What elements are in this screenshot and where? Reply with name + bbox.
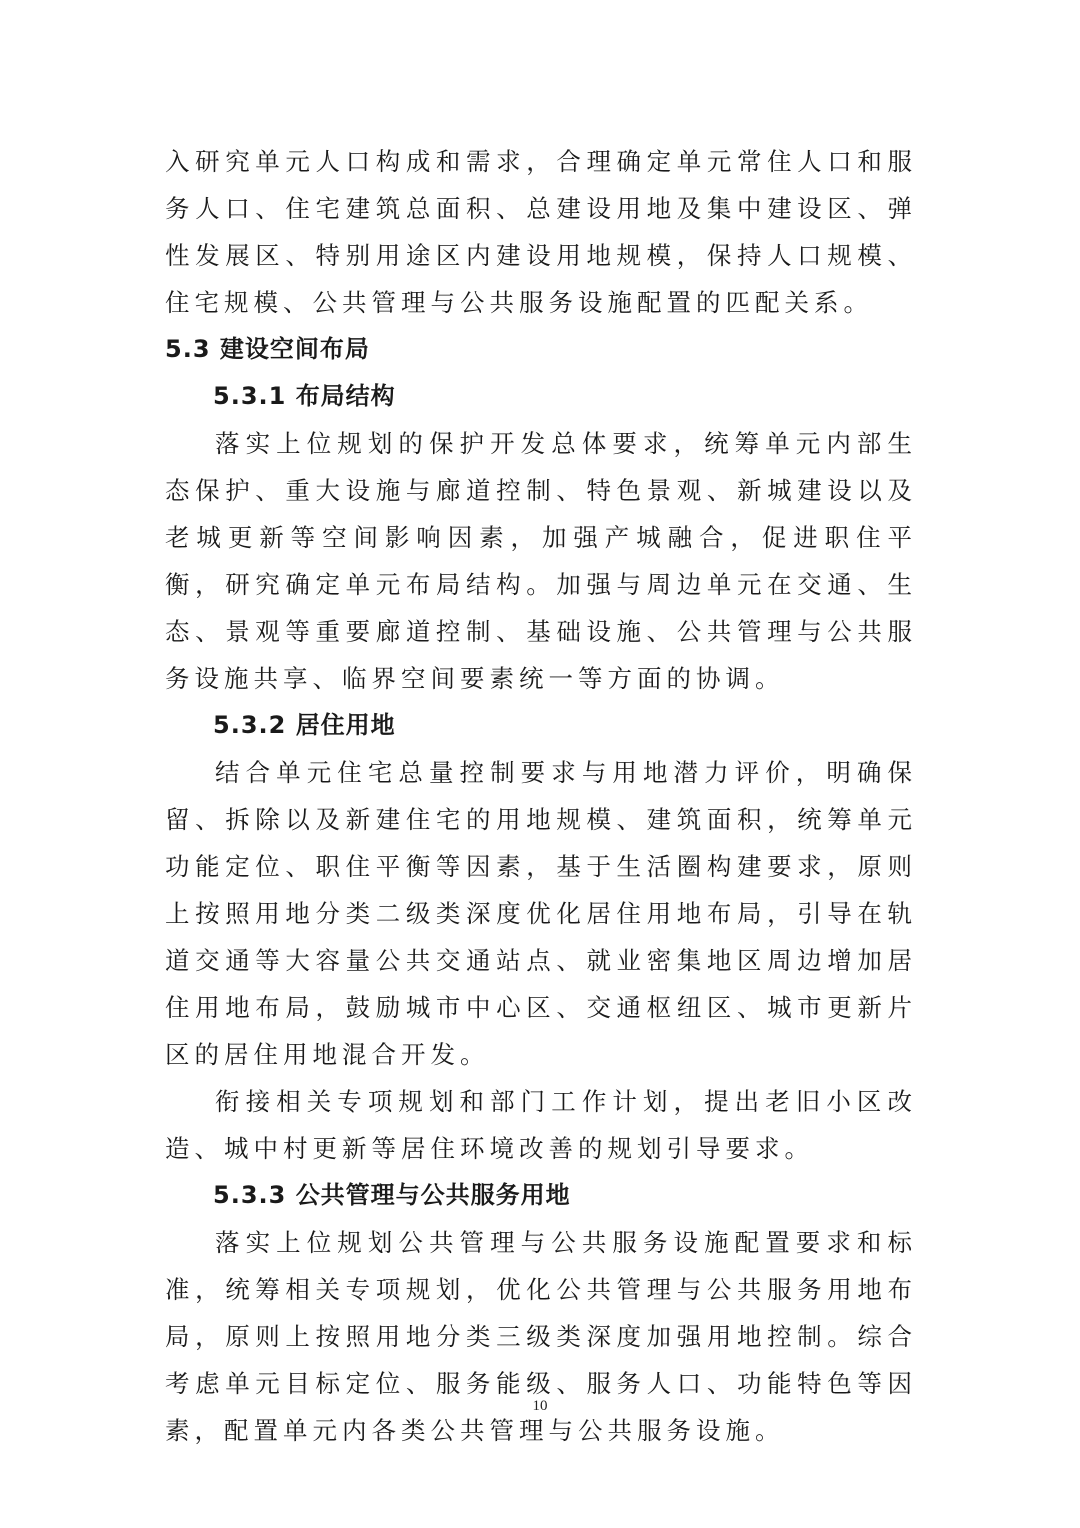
subsection-heading-5-3-1: 5.3.1 布局结构 bbox=[213, 382, 396, 410]
subsection-heading-5-3-3: 5.3.3 公共管理与公共服务用地 bbox=[213, 1181, 571, 1209]
section-heading-5-3: 5.3 建设空间布局 bbox=[165, 335, 370, 363]
paragraph-residential-land: 结合单元住宅总量控制要求与用地潜力评价，明确保留、拆除以及新建住宅的用地规模、建筑面积，统筹单元功能定位、职住平衡等因素，基于生活圈构建要求，原则上按照用地分类二级类深度优化居住用地布局，引导在轨道交通等大容量公共交通站点、就业密集地区周边增加居住用地布局，鼓励城市中心区、交通枢纽区、城市更新片区的居住用地混合开发。 bbox=[165, 758, 917, 1069]
paragraph-public-service-land: 落实上位规划公共管理与公共服务设施配置要求和标准，统筹相关专项规划，优化公共管理与公共服务用地布局，原则上按照用地分类三级类深度加强用地控制。综合考虑单元目标定位、服务能级、服务人口、功能特色等因素，配置单元内各类公共管理与公共服务设施。 bbox=[165, 1228, 917, 1445]
page-number: 10 bbox=[532, 1398, 548, 1414]
subsection-heading-5-3-2: 5.3.2 居住用地 bbox=[213, 711, 396, 739]
paragraph-layout-structure: 落实上位规划的保护开发总体要求，统筹单元内部生态保护、重大设施与廊道控制、特色景观、新城建设以及老城更新等空间影响因素，加强产城融合，促进职住平衡，研究确定单元布局结构。加强与周边单元在交通、生态、景观等重要廊道控制、基础设施、公共管理与公共服务设施共享、临界空间要素统一等方面的协调。 bbox=[165, 429, 917, 693]
page-content bbox=[165, 138, 917, 1454]
paragraph-population-continued: 入研究单元人口构成和需求，合理确定单元常住人口和服务人口、住宅建筑总面积、总建设用地及集中建设区、弹性发展区、特别用途区内建设用地规模，保持人口规模、住宅规模、公共管理与公共服务设施配置的匹配关系。 bbox=[165, 147, 917, 317]
paragraph-residential-renewal: 衔接相关专项规划和部门工作计划，提出老旧小区改造、城中村更新等居住环境改善的规划引导要求。 bbox=[165, 1087, 917, 1163]
